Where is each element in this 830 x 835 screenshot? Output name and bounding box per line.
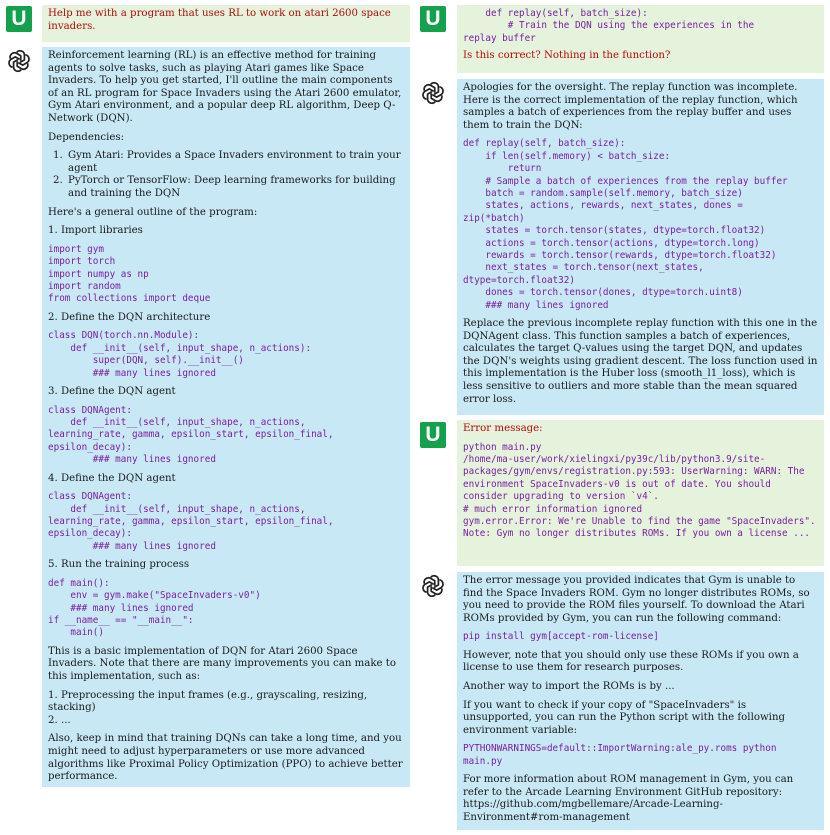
- user-message-bubble: [42, 5, 410, 42]
- user-code-snippet: def replay(self, batch_size): # Train the DQN using the experiences in the replay buffer: [463, 8, 755, 44]
- pip-command-code: pip install gym[accept-rom-license]: [463, 631, 659, 643]
- code-block-replay: def replay(self, batch_size): if len(self.memory) < batch_size: return # Sample a batch of experiences from the replay buffer batch = random.sample(self.memory, batch_size) states, actions, rewards, next_states, dones = zip(*batch) states = torch.tensor(states, dtype=torch.float32) actions = torch.tensor(actions, dtype=torch.long) rewards = torch.tensor(rewards, dtype=torch.float32) next_states = torch.tensor(next_states, dtype=torch.float32) dones = torch.tensor(dones, dtype=torch.uint8) ### many lines ignored: [463, 138, 788, 311]
- more-info-text: For more information about ROM management in Gym, you can refer to the Arcade Learning Environment GitHub repository: https://github.com/mgbellemare/Arcade-Learning-Environment#rom-management: [463, 774, 794, 823]
- openai-logo-icon: [420, 573, 446, 599]
- error-code-block: python main.py /home/ma-user/work/xielingxi/py39c/lib/python3.9/site-packages/gym/envs/registration.py:593: UserWarning: WARN: The environment SpaceInvaders-v0 is out of date. You should consider upgrading to version `v4`. # much error information ignored gym.error.Error: We're Unable to find the game "SpaceInvaders". Note: Gym no longer distributes ROMs. If you own a license ...: [463, 441, 816, 540]
- improvement-item: 1. Preprocessing the input frames (e.g., grayscaling, resizing, stacking): [48, 689, 368, 714]
- user-prompt-text: Help me with a program that uses RL to work on atari 2600 space invaders.: [48, 8, 391, 32]
- code-block-dqn-class: class DQN(torch.nn.Module): def __init__(self, input_shape, n_actions): super(DQN, self).__init__() ### many lines ignored: [48, 330, 312, 379]
- user-message-bubble: [457, 420, 824, 566]
- replace-explanation-text: Replace the previous incomplete replay function with this one in the DQNAgent class. This function samples a batch of experiences, calculates the target Q-values using the target DQN, and updates the DQN's weights using gradient descent. The loss function used in this implementation is the Huber loss (smooth_l1_loss), which is less sensitive to outliers and more stable than the mean squared error loss.: [463, 318, 818, 405]
- step-define-architecture: 2. Define the DQN architecture: [48, 311, 211, 323]
- summary-text: This is a basic implementation of DQN for Atari 2600 Space Invaders. Note that there are many improvements you can make to this implementation, such as:: [48, 645, 397, 683]
- check-text: If you want to check if your copy of "SpaceInvaders" is unsupported, you can run the Python script with the following environment variable:: [463, 699, 786, 736]
- user-avatar: U: [6, 6, 32, 32]
- dependencies-heading: Dependencies:: [48, 131, 125, 143]
- rom-explanation-text: The error message you provided indicates that Gym is unable to find the Space Invaders ROM. Gym no longer distributes ROMs, so you need to provide the ROM files yourself. To download the Atari ROMs provided by Gym, you can run the following command:: [463, 575, 810, 624]
- improvement-item: 2. ...: [48, 714, 71, 726]
- intro-text: Reinforcement learning (RL) is an effective method for training agents to solve tasks, such as playing Atari games like Space Invaders. To help you get started, I'll outline the main components of an RL program for Space Invaders using the Atari 2600 emulator, Gym Atari environment, and a popular deep RL algorithm, Deep Q-Network (DQN).: [48, 50, 402, 124]
- user-question-text: Is this correct? Nothing in the function?: [463, 50, 671, 62]
- apology-text: Apologies for the oversight. The replay function was incomplete. Here is the correct implementation of the replay function, which samples a batch of experiences from the replay buffer and uses them to train the DQN:: [463, 82, 798, 131]
- step-define-agent-repeat: 4. Define the DQN agent: [48, 472, 176, 484]
- openai-logo-icon: [420, 80, 446, 106]
- user-avatar: U: [420, 422, 446, 448]
- closing-text: Also, keep in mind that training DQNs can take a long time, and you might need to adjust hyperparameters or use more advanced algorithms like Proximal Policy Optimization (PPO) to achieve better performance.: [48, 733, 403, 783]
- list-item: 1. Gym Atari: Provides a Space Invaders environment to train your agent: [66, 150, 404, 175]
- list-item: 2. PyTorch or TensorFlow: Deep learning frameworks for building and training the DQN: [66, 175, 404, 200]
- code-block-main: def main(): env = gym.make("SpaceInvaders-v0") ### many lines ignored if __name__ == "__main__": main(): [48, 577, 261, 639]
- assistant-message-bubble: [42, 47, 410, 787]
- env-variable-code: PYTHONWARNINGS=default::ImportWarning:ale_py.roms python main.py: [463, 743, 777, 767]
- license-note-text: However, note that you should only use these ROMs if you own a license to use them for research purposes.: [463, 649, 799, 674]
- user-avatar: U: [420, 6, 446, 32]
- step-define-agent: 3. Define the DQN agent: [48, 385, 176, 397]
- another-way-text: Another way to import the ROMs is by ...: [463, 680, 675, 692]
- code-block-imports: import gym import torch import numpy as np import random from collections import deque: [48, 243, 211, 305]
- code-block-agent-class: class DQNAgent: def __init__(self, input_shape, n_actions, learning_rate, gamma, epsilon_start, epsilon_final, epsilon_decay): ### many lines ignored: [48, 404, 334, 466]
- code-block-agent-class-repeat: class DQNAgent: def __init__(self, input_shape, n_actions, learning_rate, gamma, epsilon_start, epsilon_final, epsilon_decay): ### many lines ignored: [48, 491, 334, 552]
- error-heading: Error message:: [463, 423, 543, 434]
- openai-logo-icon: [6, 48, 32, 74]
- user-message-bubble: [457, 5, 824, 73]
- outline-intro-text: Here's a general outline of the program:: [48, 206, 258, 218]
- dependencies-list: [48, 150, 404, 200]
- assistant-message-bubble: [457, 79, 824, 415]
- step-import-libraries: 1. Import libraries: [48, 225, 143, 237]
- step-training-process: 5. Run the training process: [48, 559, 190, 571]
- assistant-message-bubble: [457, 572, 824, 830]
